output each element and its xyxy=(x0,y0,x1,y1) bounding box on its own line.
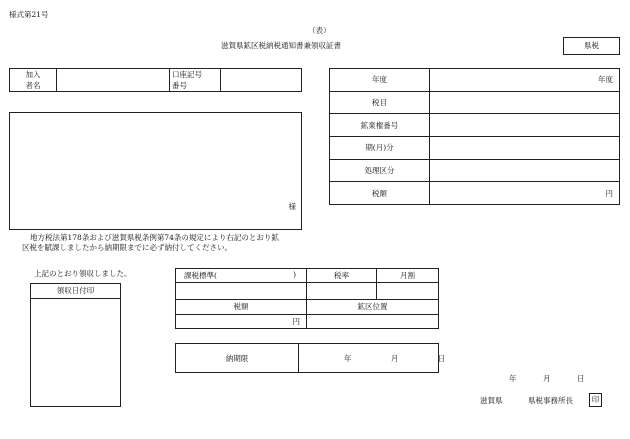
tax-standard-label: 課税標準( xyxy=(184,271,217,281)
calc-tax-amount-yen: 円 xyxy=(176,314,307,328)
info-value-tax-item xyxy=(430,91,620,114)
tax-standard-close: ) xyxy=(293,270,296,280)
due-month: 月 xyxy=(390,353,399,363)
location-label: 鉱区位置 xyxy=(307,299,439,314)
receipt-stamp-header: 領収日付印 xyxy=(31,284,120,299)
info-label-fiscal-year: 年度 xyxy=(330,69,430,92)
received-text: 上記のとおり領収しました。 xyxy=(34,269,132,278)
footer-day: 日 xyxy=(577,374,585,383)
monthly-field[interactable] xyxy=(377,283,439,299)
subscriber-table xyxy=(9,68,302,92)
info-row xyxy=(330,69,620,92)
notice-line-1: 地方税法第178条および滋賀県税条例第74条の規定により右記のとおり鉱 xyxy=(30,233,279,242)
address-box xyxy=(9,112,302,230)
info-label-tax-item: 税目 xyxy=(330,91,430,114)
due-date-label: 納期限 xyxy=(176,344,299,373)
account-label-cell xyxy=(170,69,221,92)
calc-tax-amount-label: 税額 xyxy=(176,299,307,314)
honorific-suffix: 様 xyxy=(288,202,296,211)
account-label-line1: 口座記号 xyxy=(172,70,202,79)
info-value-fiscal-year: 年度 xyxy=(430,69,620,92)
info-row xyxy=(330,182,620,205)
tax-standard-field[interactable] xyxy=(176,283,307,299)
subscriber-label-line1: 加入 xyxy=(25,70,41,79)
notice-line-2: 区税を賦課しましたから納期限までに必ず納付してください。 xyxy=(22,243,232,252)
tax-rate-label: 税率 xyxy=(307,269,377,283)
info-value-tax-amount: 円 xyxy=(430,182,620,205)
info-row xyxy=(330,114,620,137)
info-label-tax-amount: 税額 xyxy=(330,182,430,205)
due-date-table xyxy=(175,343,446,373)
form-number: 様式第21号 xyxy=(9,10,49,19)
tax-badge: 県税 xyxy=(563,37,620,55)
footer-prefecture: 滋賀県 xyxy=(480,396,503,405)
info-value-mining-right xyxy=(430,114,620,137)
info-row xyxy=(330,137,620,160)
monthly-label: 月割 xyxy=(377,269,439,283)
due-day: 日 xyxy=(437,353,446,363)
info-label-processing: 処理区分 xyxy=(330,159,430,182)
tax-rate-field[interactable] xyxy=(307,283,377,299)
tax-calc-table xyxy=(175,268,439,329)
info-value-processing xyxy=(430,159,620,182)
receipt-stamp-box xyxy=(30,283,121,407)
subscriber-label-cell xyxy=(10,69,57,92)
info-label-period: 期(月)分 xyxy=(330,137,430,160)
side-label: （表） xyxy=(308,26,331,35)
tax-standard-label-cell xyxy=(176,269,307,283)
info-row xyxy=(330,91,620,114)
subscriber-name-field[interactable] xyxy=(57,69,170,92)
document-title: 滋賀県鉱区税納税通知書兼領収証書 xyxy=(221,41,341,50)
location-field[interactable] xyxy=(307,314,439,328)
official-seal: 印 xyxy=(589,393,602,407)
account-number-field[interactable] xyxy=(221,69,302,92)
footer-month: 月 xyxy=(543,374,551,383)
info-label-mining-right: 鉱業権番号 xyxy=(330,114,430,137)
info-value-period xyxy=(430,137,620,160)
due-year: 年 xyxy=(344,353,352,363)
footer-office: 県税事務所長 xyxy=(528,396,573,405)
account-label-line2: 番号 xyxy=(172,81,187,90)
info-row xyxy=(330,159,620,182)
info-table xyxy=(329,68,620,205)
footer-year: 年 xyxy=(509,374,517,383)
subscriber-label-line2: 者名 xyxy=(25,81,41,90)
due-date-field xyxy=(299,344,446,373)
